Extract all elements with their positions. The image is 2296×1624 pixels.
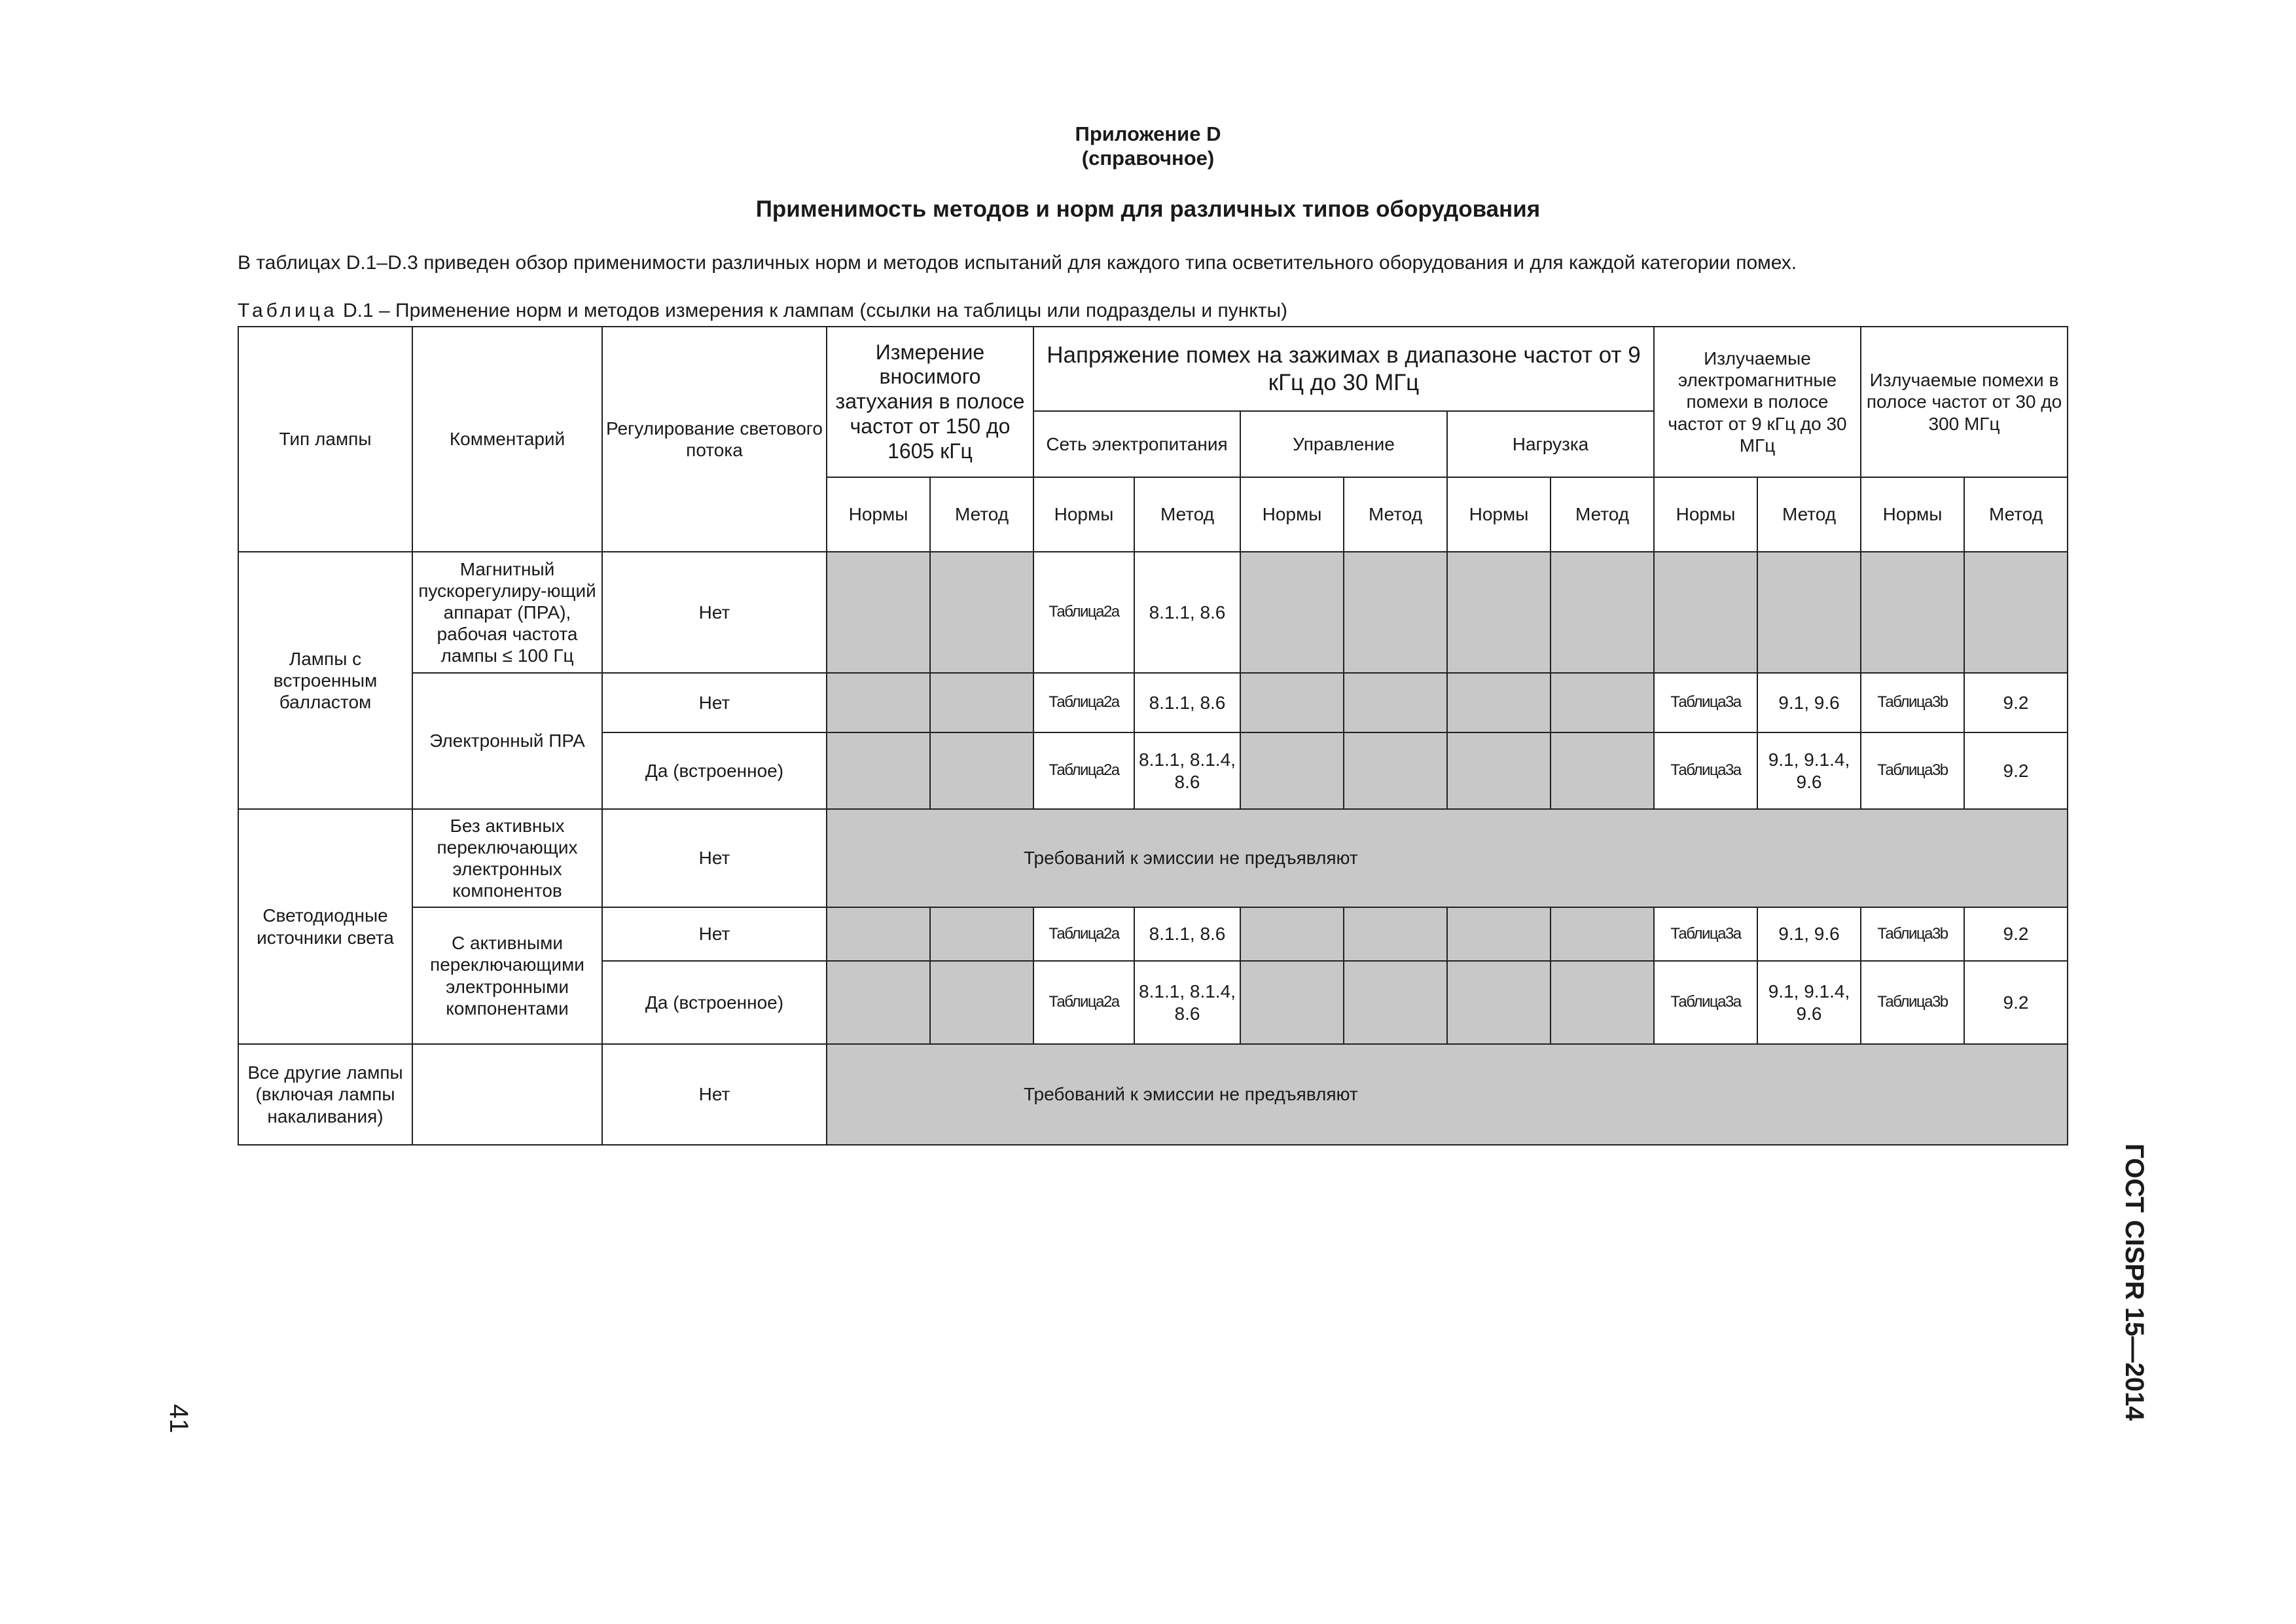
- header-norms: Нормы: [1447, 477, 1551, 552]
- norms-cell: Таблица3b: [1861, 732, 1964, 809]
- header-radiated-em: Излучаемые электромагнитные помехи в полосе частот от 9 кГц до 30 МГц: [1654, 327, 1861, 477]
- norms-cell: Таблица3а: [1654, 907, 1757, 961]
- method-cell: 8.1.1, 8.6: [1134, 552, 1240, 673]
- shaded-cell: [1344, 732, 1447, 809]
- regulation-cell: Нет: [602, 552, 827, 673]
- header-load: Нагрузка: [1447, 411, 1654, 477]
- norms-cell: Таблица3а: [1654, 732, 1757, 809]
- shaded-cell: [1344, 907, 1447, 961]
- header-radiated-30-300: Излучаемые помехи в полосе частот от 30 до 300 МГц: [1861, 327, 2068, 477]
- norms-cell: Таблица2а: [1033, 907, 1134, 961]
- shaded-cell: [1447, 673, 1551, 732]
- header-method: Метод: [1551, 477, 1654, 552]
- shaded-cell: [1447, 552, 1551, 673]
- method-cell: 8.1.1, 8.1.4, 8.6: [1134, 961, 1240, 1044]
- appendix-subtitle: (справочное): [1081, 147, 1215, 170]
- shaded-cell: [1447, 961, 1551, 1044]
- table-caption: [238, 300, 1287, 322]
- header-terminal-voltage: Напряжение помех на зажимах в диапазоне частот от 9 кГц до 30 МГц: [1033, 327, 1654, 411]
- shaded-cell: [1964, 552, 2068, 673]
- no-requirements-cell: Требований к эмиссии не предъявляют: [827, 809, 2068, 907]
- shaded-cell: [1551, 732, 1654, 809]
- shaded-cell: [1551, 552, 1654, 673]
- norms-cell: Таблица2а: [1033, 732, 1134, 809]
- appendix-title: Приложение D: [1075, 122, 1221, 145]
- page-number: 41: [164, 1404, 193, 1434]
- header-method: Метод: [1134, 477, 1240, 552]
- shaded-cell: [827, 961, 930, 1044]
- shaded-cell: [1861, 552, 1964, 673]
- shaded-cell: [827, 907, 930, 961]
- shaded-cell: [1447, 732, 1551, 809]
- header-norms: Нормы: [1033, 477, 1134, 552]
- standard-identifier: ГОСТ CISPR 15—2014: [2120, 1144, 2149, 1421]
- shaded-cell: [827, 552, 930, 673]
- empty-comment-cell: [412, 1044, 602, 1145]
- header-mains: Сеть электропитания: [1033, 411, 1240, 477]
- shaded-cell: [1344, 961, 1447, 1044]
- method-cell: 9.2: [1964, 907, 2068, 961]
- norms-cell: Таблица2а: [1033, 961, 1134, 1044]
- header-method: Метод: [1964, 477, 2068, 552]
- shaded-cell: [1240, 732, 1344, 809]
- regulation-cell: Нет: [602, 1044, 827, 1145]
- shaded-cell: [827, 673, 930, 732]
- method-cell: 8.1.1, 8.6: [1134, 907, 1240, 961]
- header-comment: Комментарий: [412, 327, 602, 552]
- method-cell: 9.2: [1964, 732, 2068, 809]
- comment-magnetic: Магнитный пускорегулиру-ющий аппарат (ПРА), рабочая частота лампы ≤ 100 Гц: [412, 552, 602, 673]
- regulation-cell: Нет: [602, 907, 827, 961]
- shaded-cell: [1551, 907, 1654, 961]
- method-cell: 8.1.1, 8.6: [1134, 673, 1240, 732]
- comment-no-active: Без активных переключающих электронных компонентов: [412, 809, 602, 907]
- method-cell: 9.2: [1964, 673, 2068, 732]
- group-other: Все другие лампы (включая лампы накаливания): [238, 1044, 412, 1145]
- shaded-cell: [1551, 961, 1654, 1044]
- group-led: Светодиодные источники света: [238, 809, 412, 1044]
- header-method: Метод: [1757, 477, 1861, 552]
- header-lamp-type: Тип лампы: [238, 327, 412, 552]
- table-caption-text: D.1 – Применение норм и методов измерения к лампам (ссылки на таблицы или подразделы и пункты): [342, 300, 1288, 321]
- shaded-cell: [1240, 552, 1344, 673]
- norms-cell: Таблица3b: [1861, 961, 1964, 1044]
- shaded-cell: [1447, 907, 1551, 961]
- shaded-cell: [1654, 552, 1757, 673]
- norms-cell: Таблица2а: [1033, 673, 1134, 732]
- comment-with-active: С активными переключающими электронными компонентами: [412, 907, 602, 1044]
- standards-table: [238, 326, 2068, 1146]
- header-method: Метод: [1344, 477, 1447, 552]
- regulation-cell: Нет: [602, 673, 827, 732]
- group-self-ballasted: Лампы с встроенным балластом: [238, 552, 412, 809]
- shaded-cell: [1551, 673, 1654, 732]
- shaded-cell: [1344, 673, 1447, 732]
- shaded-cell: [930, 552, 1033, 673]
- header-norms: Нормы: [1861, 477, 1964, 552]
- regulation-cell: Да (встроенное): [602, 961, 827, 1044]
- shaded-cell: [930, 732, 1033, 809]
- shaded-cell: [1240, 961, 1344, 1044]
- method-cell: 8.1.1, 8.1.4, 8.6: [1134, 732, 1240, 809]
- norms-cell: Таблица2а: [1033, 552, 1134, 673]
- header-norms: Нормы: [1654, 477, 1757, 552]
- norms-cell: Таблица3а: [1654, 673, 1757, 732]
- norms-cell: Таблица3b: [1861, 907, 1964, 961]
- header-norms: Нормы: [1240, 477, 1344, 552]
- regulation-cell: Нет: [602, 809, 827, 907]
- intro-paragraph: В таблицах D.1–D.3 приведен обзор применимости различных норм и методов испытаний для каждого типа осветительного оборудования и для каждой категории помех.: [238, 252, 1797, 274]
- section-heading: Применимость методов и норм для различных типов оборудования: [755, 196, 1541, 222]
- shaded-cell: [1240, 907, 1344, 961]
- header-regulation: Регулирование светового потока: [602, 327, 827, 552]
- method-cell: 9.1, 9.6: [1757, 673, 1861, 732]
- method-cell: 9.1, 9.1.4, 9.6: [1757, 961, 1861, 1044]
- no-requirements-cell: Требований к эмиссии не предъявляют: [827, 1044, 2068, 1145]
- shaded-cell: [930, 907, 1033, 961]
- header-norms: Нормы: [827, 477, 930, 552]
- method-cell: 9.2: [1964, 961, 2068, 1044]
- header-method: Метод: [930, 477, 1033, 552]
- norms-cell: Таблица3а: [1654, 961, 1757, 1044]
- shaded-cell: [1757, 552, 1861, 673]
- shaded-cell: [827, 732, 930, 809]
- comment-electronic: Электронный ПРА: [412, 673, 602, 809]
- header-control: Управление: [1240, 411, 1447, 477]
- shaded-cell: [930, 673, 1033, 732]
- shaded-cell: [1344, 552, 1447, 673]
- header-insertion-loss: Измерение вносимого затухания в полосе частот от 150 до 1605 кГц: [827, 327, 1033, 477]
- regulation-cell: Да (встроенное): [602, 732, 827, 809]
- shaded-cell: [1240, 673, 1344, 732]
- method-cell: 9.1, 9.6: [1757, 907, 1861, 961]
- norms-cell: Таблица3b: [1861, 673, 1964, 732]
- table-caption-label: Таблица: [238, 300, 338, 321]
- method-cell: 9.1, 9.1.4, 9.6: [1757, 732, 1861, 809]
- shaded-cell: [930, 961, 1033, 1044]
